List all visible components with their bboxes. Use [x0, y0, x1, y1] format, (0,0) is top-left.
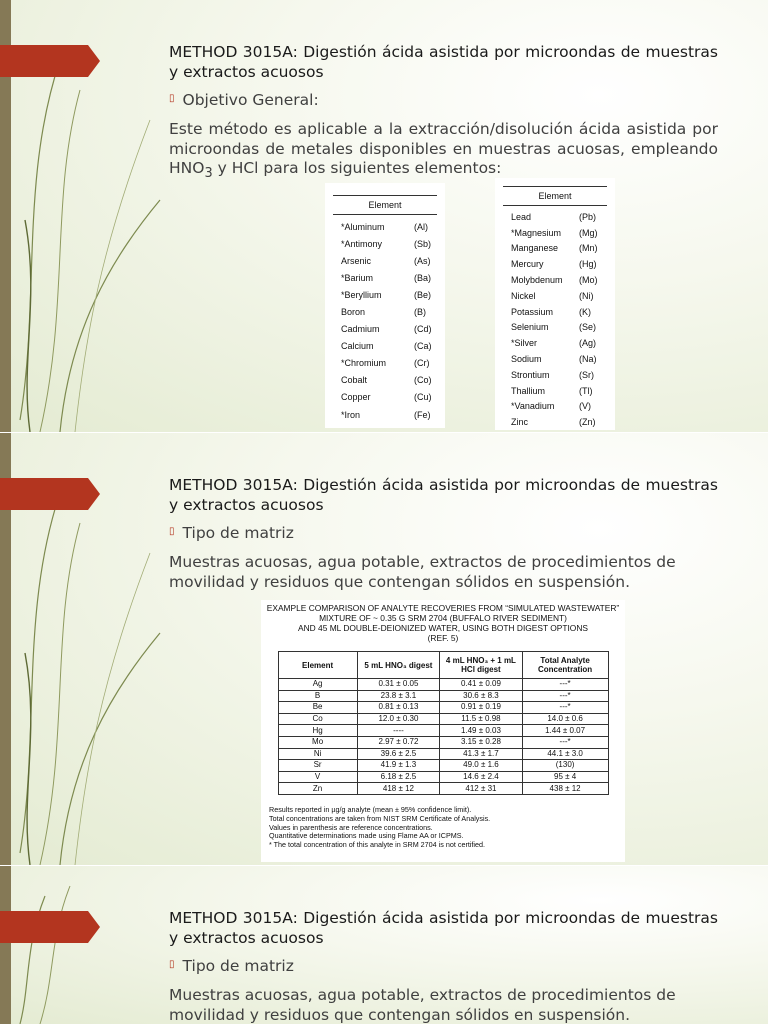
element-row [325, 303, 445, 320]
slide-1 [0, 0, 768, 432]
element-row [325, 235, 445, 252]
element-name: Cadmium [341, 324, 380, 335]
element-row [495, 209, 615, 225]
element-symbol: (Hg) [579, 259, 597, 270]
table-cell: 30.6 ± 8.3 [440, 690, 523, 702]
table-cell: ---- [357, 725, 440, 737]
table-cell: Sr [278, 760, 357, 772]
element-symbol: (K) [579, 306, 591, 317]
element-name: Selenium [511, 322, 549, 333]
table-cell: 14.6 ± 2.4 [440, 771, 523, 783]
bullet-marker-icon: ▯ [169, 959, 175, 970]
table-row [278, 748, 608, 760]
slide-body-text: Este método es aplicable a la extracción/disolución ácida asistida por microondas de metales disponibles en muestras acuosas, empleando $HNO_3$ y HCl para los siguientes elementos: [169, 120, 718, 182]
table-cell: 49.0 ± 1.6 [440, 760, 523, 772]
table-cell: 11.5 ± 0.98 [440, 713, 523, 725]
element-name: *Antimony [341, 238, 383, 249]
table-cell: ---* [522, 736, 608, 748]
element-name: Sodium [511, 354, 542, 365]
recovery-notes: Results reported in µg/g analyte (mean ± 95% confidence limit). Total concentrations are taken from NIST SRM Certificate of Analysis. Values in parenthesis are reference concentrations. Quantitative determinations made using Flame AA or ICPMS. * The total concentration of this analyte in SRM 2704 is not certified. [269, 804, 491, 850]
element-name: Nickel [511, 290, 536, 301]
title-arrow-tag [0, 478, 100, 510]
element-symbol: (Co) [414, 375, 432, 386]
element-name: *Iron [341, 409, 361, 420]
table-cell: 23.8 ± 3.1 [357, 690, 440, 702]
element-row [325, 321, 445, 338]
element-row [495, 241, 615, 257]
column-header: Total Analyte Concentration [522, 652, 608, 679]
table-cell: 6.18 ± 2.5 [357, 771, 440, 783]
column-header: 5 mL HNO₃ digest [357, 652, 440, 679]
element-name: Copper [341, 392, 371, 403]
element-table-left [325, 183, 445, 428]
title-arrow-tag [0, 911, 100, 943]
title-arrow-tag [0, 45, 100, 77]
table-row [278, 690, 608, 702]
table-cell: 14.0 ± 0.6 [522, 713, 608, 725]
element-symbol: (B) [414, 307, 426, 318]
table-row [278, 702, 608, 714]
table-row [278, 713, 608, 725]
bullet-heading: ▯ Objetivo General: [169, 91, 319, 109]
element-symbol: (Cr) [414, 358, 430, 369]
table-cell: 438 ± 12 [522, 783, 608, 795]
element-row [495, 399, 615, 415]
recovery-table [278, 651, 609, 795]
element-row [325, 269, 445, 286]
table-cell: ---* [522, 690, 608, 702]
table-cell: 0.41 ± 0.09 [440, 679, 523, 691]
element-name: *Chromium [341, 358, 387, 369]
element-row [495, 320, 615, 336]
table-cell: Mo [278, 736, 357, 748]
element-name: *Silver [511, 338, 538, 349]
element-symbol: (Ni) [579, 290, 594, 301]
table-cell: ---* [522, 702, 608, 714]
element-row [325, 338, 445, 355]
element-row [495, 367, 615, 383]
element-symbol: (Be) [414, 289, 432, 300]
element-symbol: (Zn) [579, 417, 596, 428]
element-row [325, 252, 445, 269]
table-cell: 418 ± 12 [357, 783, 440, 795]
element-symbol: (Se) [579, 322, 597, 333]
element-row [325, 372, 445, 389]
table-row [278, 783, 608, 795]
table-cell: Ag [278, 679, 357, 691]
element-row [325, 389, 445, 406]
element-symbol: (Ba) [414, 272, 432, 283]
element-name: Manganese [511, 243, 559, 254]
element-table-header: Element [503, 186, 607, 206]
element-row [495, 351, 615, 367]
element-row [325, 218, 445, 235]
bullet-heading: ▯ Tipo de matriz [169, 957, 294, 975]
element-row [495, 288, 615, 304]
element-name: Lead [511, 211, 532, 222]
column-header: 4 mL HNO₃ + 1 mL HCl digest [440, 652, 523, 679]
element-symbol: (Ag) [579, 338, 597, 349]
element-symbol: (Na) [579, 354, 597, 365]
table-cell: 412 ± 31 [440, 783, 523, 795]
decorative-swirl [0, 866, 170, 1024]
table-cell: B [278, 690, 357, 702]
element-row [325, 355, 445, 372]
slide-body-text: Muestras acuosas, agua potable, extractos de procedimientos de movilidad y residuos que contengan sólidos en suspensión. [169, 986, 676, 1024]
element-name: Molybdenum [511, 275, 563, 286]
element-symbol: (Sb) [414, 238, 432, 249]
table-row [278, 736, 608, 748]
recovery-caption: EXAMPLE COMPARISON OF ANALYTE RECOVERIES FROM “SIMULATED WASTEWATER” MIXTURE OF ~ 0.35 G SRM 2704 (BUFFALO RIVER SEDIMENT) AND 45 ML DOUBLE-DEIONIZED WATER, USING BOTH DIGEST OPTIONS (REF. 5) [266, 603, 620, 643]
element-row [495, 225, 615, 241]
element-name: *Magnesium [511, 227, 562, 238]
element-symbol: (Ca) [414, 341, 432, 352]
element-name: Calcium [341, 341, 374, 352]
element-row [495, 272, 615, 288]
element-name: *Vanadium [511, 401, 555, 412]
element-symbol: (Mg) [579, 227, 598, 238]
table-cell: Ni [278, 748, 357, 760]
table-cell: 44.1 ± 3.0 [522, 748, 608, 760]
table-row [278, 679, 608, 691]
element-symbol: (Tl) [579, 385, 593, 396]
slide-body-text: Muestras acuosas, agua potable, extractos de procedimientos de movilidad y residuos que contengan sólidos en suspensión. [169, 553, 676, 591]
table-cell: Be [278, 702, 357, 714]
table-cell: Co [278, 713, 357, 725]
table-cell: 0.81 ± 0.13 [357, 702, 440, 714]
element-symbol: (Sr) [579, 369, 594, 380]
element-symbol: (Al) [414, 221, 428, 232]
element-name: *Aluminum [341, 221, 385, 232]
column-header: Element [278, 652, 357, 679]
slide-3 [0, 866, 768, 1024]
table-cell: 1.44 ± 0.07 [522, 725, 608, 737]
element-row [495, 414, 615, 430]
element-symbol: (Mn) [579, 243, 598, 254]
element-row [495, 304, 615, 320]
table-cell: 3.15 ± 0.28 [440, 736, 523, 748]
element-name: Arsenic [341, 255, 372, 266]
table-row [278, 760, 608, 772]
element-row [495, 383, 615, 399]
table-cell: 0.31 ± 0.05 [357, 679, 440, 691]
table-row [278, 771, 608, 783]
table-cell: 39.6 ± 2.5 [357, 748, 440, 760]
table-cell: V [278, 771, 357, 783]
table-cell: 0.91 ± 0.19 [440, 702, 523, 714]
element-name: Cobalt [341, 375, 368, 386]
table-cell: 41.9 ± 1.3 [357, 760, 440, 772]
element-name: Strontium [511, 369, 550, 380]
slide-title: METHOD 3015A: Digestión ácida asistida por microondas de muestras y extractos acuosos [169, 909, 719, 947]
recovery-comparison-figure [261, 600, 625, 862]
table-cell: (130) [522, 760, 608, 772]
table-cell: 12.0 ± 0.30 [357, 713, 440, 725]
element-name: Potassium [511, 306, 554, 317]
element-symbol: (As) [414, 255, 431, 266]
slide-title: METHOD 3015A: Digestión ácida asistida por microondas de muestras y extractos acuosos [169, 476, 719, 514]
bullet-marker-icon: ▯ [169, 526, 175, 537]
element-name: *Barium [341, 272, 374, 283]
element-symbol: (Fe) [414, 409, 431, 420]
table-cell: 95 ± 4 [522, 771, 608, 783]
bullet-marker-icon: ▯ [169, 93, 175, 104]
element-row [325, 286, 445, 303]
element-symbol: (Mo) [579, 275, 598, 286]
element-symbol: (Cd) [414, 324, 432, 335]
slide-title: METHOD 3015A: Digestión ácida asistida por microondas de muestras y extractos acuosos [169, 43, 719, 81]
element-table-header: Element [333, 195, 437, 215]
slide-2 [0, 433, 768, 865]
element-symbol: (Cu) [414, 392, 432, 403]
element-row [495, 335, 615, 351]
table-cell: 41.3 ± 1.7 [440, 748, 523, 760]
element-name: Mercury [511, 259, 544, 270]
table-row [278, 725, 608, 737]
table-cell: Hg [278, 725, 357, 737]
element-name: Thallium [511, 385, 546, 396]
bullet-heading: ▯ Tipo de matriz [169, 524, 294, 542]
element-row [495, 256, 615, 272]
element-table-right [495, 178, 615, 430]
element-row [325, 406, 445, 423]
table-cell: ---* [522, 679, 608, 691]
table-cell: Zn [278, 783, 357, 795]
element-name: *Beryllium [341, 289, 382, 300]
element-symbol: (V) [579, 401, 591, 412]
table-cell: 1.49 ± 0.03 [440, 725, 523, 737]
table-cell: 2.97 ± 0.72 [357, 736, 440, 748]
element-name: Boron [341, 307, 366, 318]
element-symbol: (Pb) [579, 211, 597, 222]
element-name: Zinc [511, 417, 529, 428]
